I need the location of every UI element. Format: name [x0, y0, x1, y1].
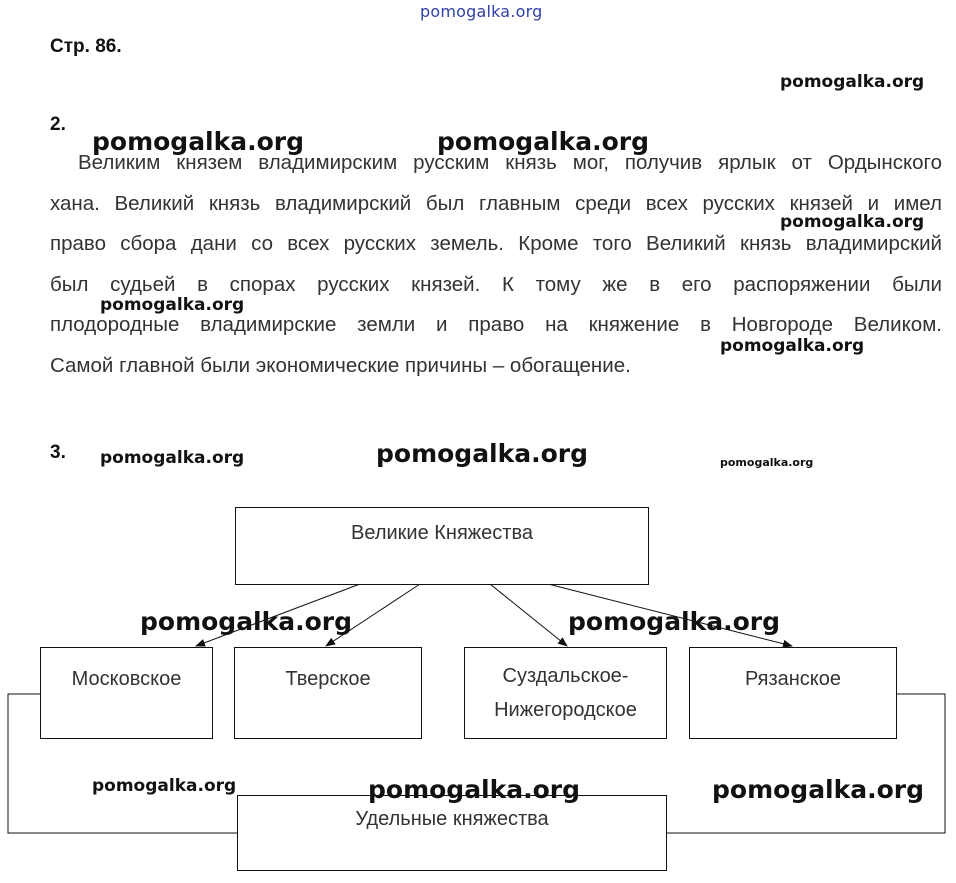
box-udelnye-label: Удельные княжества — [355, 808, 549, 830]
watermark: pomogalka.org — [376, 439, 589, 468]
watermark: pomogalka.org — [712, 775, 925, 804]
box-moskovskoe-label: Московское — [71, 668, 182, 690]
box-suzdalskoe-label-line-2: Нижегородское — [494, 699, 637, 721]
box-suzdalskoe-label-line-1: Суздальское- — [502, 665, 629, 687]
answer-line-5: плодородные владимирские земли и право на княжение в Новгороде Великом. — [50, 313, 942, 336]
question-3-number: 3. — [50, 442, 66, 463]
box-udelnye-knyazhestva — [237, 795, 667, 871]
box-tverskoe-label: Тверское — [285, 668, 371, 690]
answer-line-4: был судьей в спорах русских князей. К тому же в его распоряжении были — [50, 272, 942, 296]
watermark: pomogalka.org — [100, 295, 245, 315]
watermark: pomogalka.org — [780, 72, 925, 92]
root-box-label: Великие Княжества — [351, 522, 533, 544]
watermark: pomogalka.org — [780, 212, 925, 232]
answer-line-2: хана. Великий князь владимирский был главным среди всех русских князей и имел — [50, 191, 942, 215]
root-box-velikie-knyazhestva — [235, 507, 649, 585]
arrow-to-suzdalskoe — [490, 584, 567, 646]
watermark: pomogalka.org — [568, 607, 781, 636]
watermark: pomogalka.org — [92, 127, 305, 156]
watermark: pomogalka.org — [720, 456, 814, 469]
watermark: pomogalka.org — [437, 127, 650, 156]
page-label: Стр. 86. — [50, 36, 122, 57]
answer-line-6: Самой главной были экономические причины – обогащение. — [50, 353, 631, 377]
answer-line-1: Великим князем владимирским русским князь мог, получив ярлык от Ордынского — [78, 151, 942, 174]
question-2-number: 2. — [50, 114, 66, 135]
box-moskovskoe — [40, 647, 213, 739]
answer-line-3: право сбора дани со всех русских земель. Кроме того Великий князь владимирский — [50, 232, 942, 255]
box-tverskoe — [234, 647, 422, 739]
top-site-link[interactable]: pomogalka.org — [420, 2, 543, 21]
box-ryazanskoe — [689, 647, 897, 739]
watermark: pomogalka.org — [720, 336, 865, 356]
box-ryazanskoe-label: Рязанское — [744, 668, 842, 690]
box-suzdalskoe-nizhegorodskoe — [464, 647, 667, 739]
watermark: pomogalka.org — [100, 448, 245, 468]
watermark: pomogalka.org — [140, 607, 353, 636]
watermark: pomogalka.org — [92, 776, 237, 796]
watermark: pomogalka.org — [368, 775, 581, 804]
